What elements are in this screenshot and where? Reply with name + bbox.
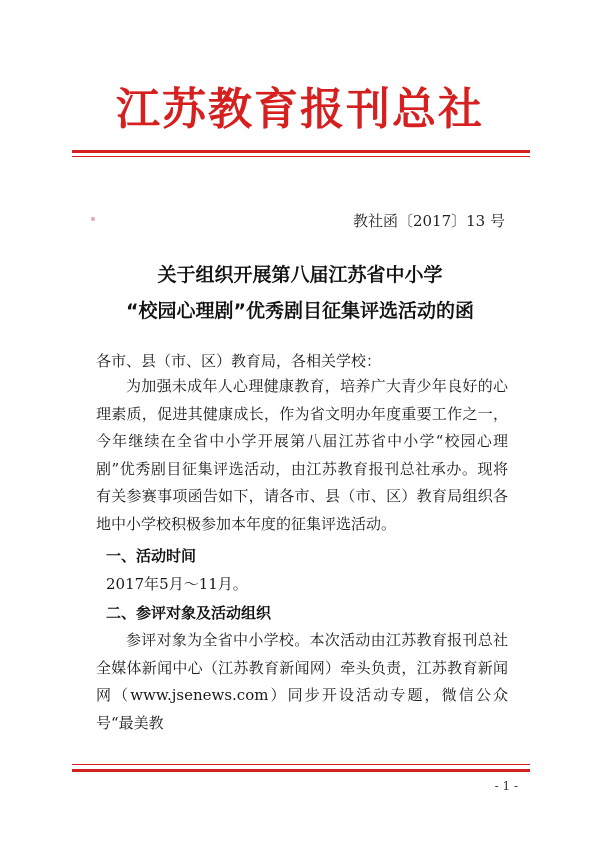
section-heading-activity-time: 一、活动时间 bbox=[106, 547, 197, 565]
document-number: 教社函〔2017〕13 号 bbox=[352, 212, 505, 230]
letterhead-rule-bottom bbox=[72, 156, 530, 157]
section-content-participants: 参评对象为全省中小学校。本次活动由江苏教育报刊总社全媒体新闻中心（江苏教育新闻网）牵头负责，江苏教育新闻网（www.jsenews.com）同步开设活动专题，微信公众号“最美教 bbox=[96, 631, 508, 732]
section-content-activity-time: 2017年5月～11月。 bbox=[106, 575, 248, 593]
stray-mark bbox=[91, 217, 95, 221]
letterhead-rule-top bbox=[72, 150, 530, 153]
title-line-2: “校园心理剧”优秀剧目征集评选活动的函 bbox=[126, 300, 474, 322]
footer-rule-bottom bbox=[72, 769, 530, 772]
section-heading-participants: 二、参评对象及活动组织 bbox=[106, 604, 272, 622]
letterhead-org-name: 江苏教育报刊总社 bbox=[116, 84, 484, 135]
page-number: - 1 - bbox=[494, 779, 518, 793]
addressee-line: 各市、县（市、区）教育局，各相关学校： bbox=[96, 352, 382, 370]
title-line-1: 关于组织开展第八届江苏省中小学 bbox=[157, 264, 443, 286]
footer-rule-top bbox=[72, 764, 530, 765]
intro-paragraph: 为加强未成年人心理健康教育，培养广大青少年良好的心理素质，促进其健康成长，作为省文明办年度重要工作之一，今年继续在全省中小学开展第八届江苏省中小学“校园心理剧”优秀剧目征集评选活动，由江苏教育报刊总社承办。现将有关参赛事项函告如下，请各市、县（市、区）教育局组织各地中小学校积极参加本年度的征集评选活动。 bbox=[96, 377, 508, 533]
